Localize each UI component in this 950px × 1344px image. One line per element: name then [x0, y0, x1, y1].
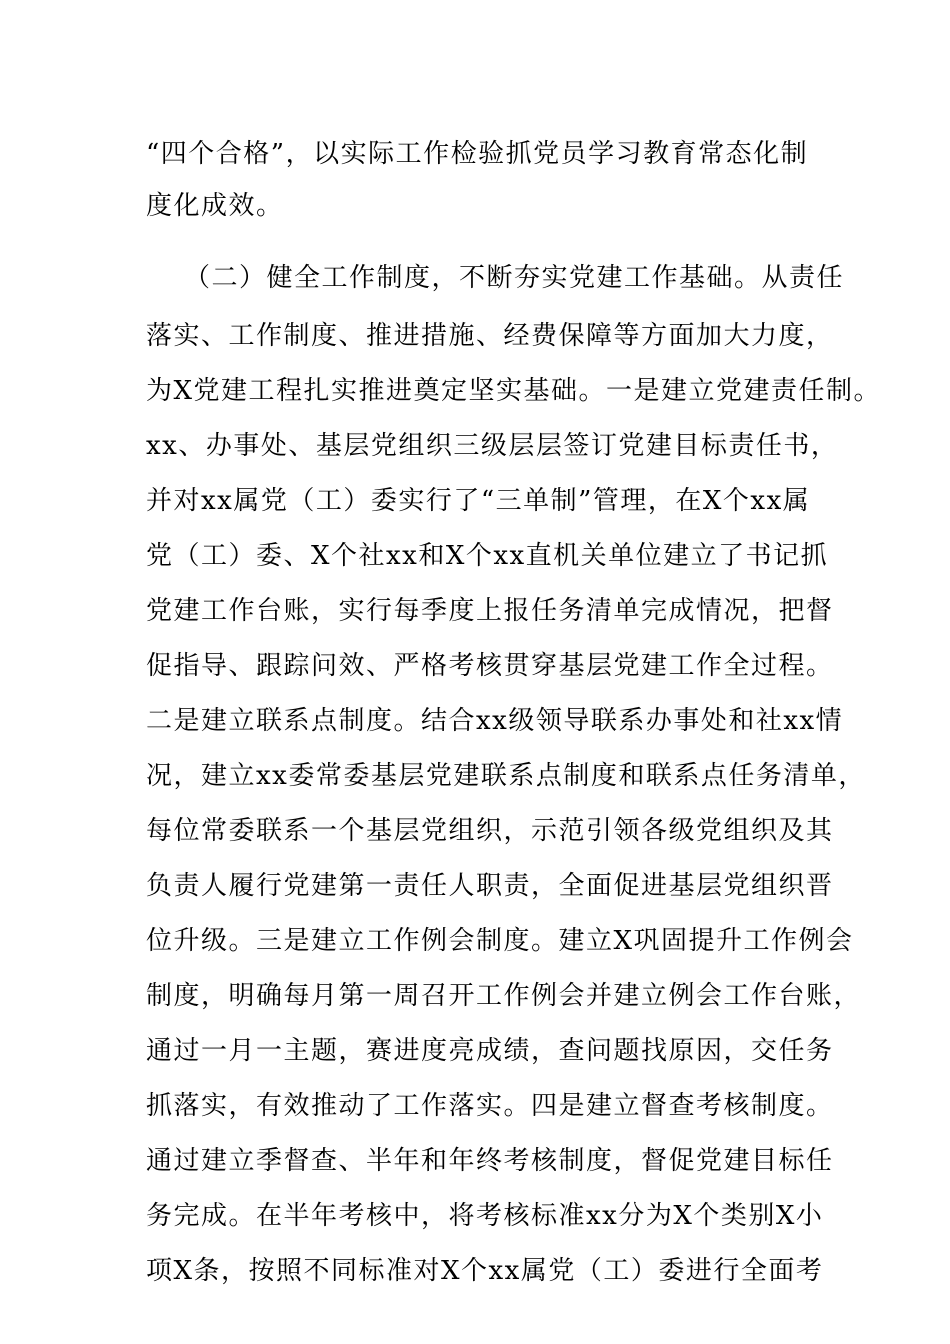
text-line-16: 制度，明确每月第一周召开工作例会并建立例会工作台账，: [146, 981, 862, 1011]
text-line-11: 二是建立联系点制度。结合xx级领导联系办事处和社xx情: [146, 706, 844, 736]
text-line-18: 抓落实，有效推动了工作落实。四是建立督查考核制度。: [146, 1091, 834, 1121]
text-line-4: 落实、工作制度、推进措施、经费保障等方面加大力度，: [146, 321, 834, 351]
text-line-5: 为X党建工程扎实推进奠定坚实基础。一是建立党建责任制。: [146, 376, 882, 406]
text-line-2: 度化成效。: [146, 191, 284, 221]
text-line-1: “四个合格”，以实际工作检验抓党员学习教育常态化制: [146, 139, 809, 169]
text-line-14: 负责人履行党建第一责任人职责，全面促进基层党组织晋: [146, 871, 834, 901]
text-line-6: xx、办事处、基层党组织三级层层签订党建目标责任书，: [146, 431, 839, 461]
text-line-9: 党建工作台账，实行每季度上报任务清单完成情况，把督: [146, 596, 834, 626]
text-line-21: 项X条，按照不同标准对X个xx属党（工）委进行全面考: [146, 1256, 824, 1286]
text-line-20: 务完成。在半年考核中，将考核标准xx分为X个类别X小: [146, 1201, 824, 1231]
text-line-17: 通过一月一主题，赛进度亮成绩，查问题找原因，交任务: [146, 1036, 834, 1066]
text-line-19: 通过建立季督查、半年和年终考核制度，督促党建目标任: [146, 1146, 834, 1176]
text-line-12: 况，建立xx委常委基层党建联系点制度和联系点任务清单，: [146, 761, 866, 791]
text-line-13: 每位常委联系一个基层党组织，示范引领各级党组织及其: [146, 816, 834, 846]
text-line-10: 促指导、跟踪问效、严格考核贯穿基层党建工作全过程。: [146, 651, 834, 681]
text-line-7: 并对xx属党（工）委实行了“三单制”管理，在X个xx属: [146, 486, 811, 516]
text-line-8: 党（工）委、X个社xx和X个xx直机关单位建立了书记抓: [146, 541, 829, 571]
section-heading-line: （二）健全工作制度，不断夯实党建工作基础。从责任: [184, 263, 845, 293]
text-line-15: 位升级。三是建立工作例会制度。建立X巩固提升工作例会: [146, 926, 854, 956]
